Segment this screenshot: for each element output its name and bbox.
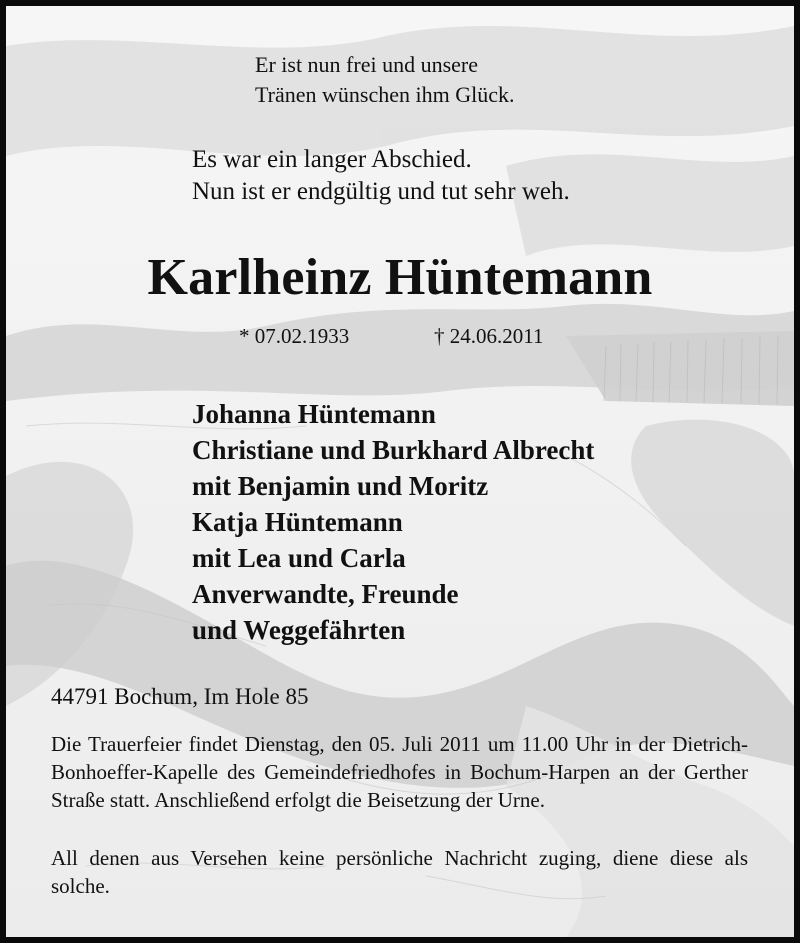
mourner-line: mit Lea und Carla xyxy=(192,543,406,573)
mourner-line: und Weggefährten xyxy=(192,615,406,645)
verse-top xyxy=(255,50,515,110)
closing-note: All denen aus Versehen keine persönliche Nachricht zuging, diene diese als solche. xyxy=(51,846,748,898)
verse-line: Er ist nun frei und unsere xyxy=(255,52,478,77)
verse-line: Tränen wünschen ihm Glück. xyxy=(255,82,515,107)
deceased-name: Karlheinz Hüntemann xyxy=(147,249,653,306)
mourner-line: Christiane und Burkhard Albrecht xyxy=(192,435,595,465)
notice-content xyxy=(6,6,794,937)
funeral-details: Die Trauerfeier findet Dienstag, den 05. Juli 2011 um 11.00 Uhr in der Dietrich-Bonhoeffer-Kapelle des Gemeindefriedhofes in Bochum-Harpen an der Gerther Straße statt. Anschließend erfolgt die Beisetzung der Urne. xyxy=(51,732,748,812)
mourner-line: mit Benjamin und Moritz xyxy=(192,471,489,501)
verse-second xyxy=(192,144,570,208)
mourner-line: Anverwandte, Freunde xyxy=(192,579,459,609)
mourners-list xyxy=(192,396,594,648)
mourner-line: Johanna Hüntemann xyxy=(192,399,436,429)
verse-line: Nun ist er endgültig und tut sehr weh. xyxy=(192,178,570,205)
verse-line: Es war ein langer Abschied. xyxy=(192,146,472,173)
birth-date: * 07.02.1933 xyxy=(239,324,350,348)
family-address: 44791 Bochum, Im Hole 85 xyxy=(51,684,309,709)
mourner-line: Katja Hüntemann xyxy=(192,507,403,537)
death-date: † 24.06.2011 xyxy=(434,324,544,348)
